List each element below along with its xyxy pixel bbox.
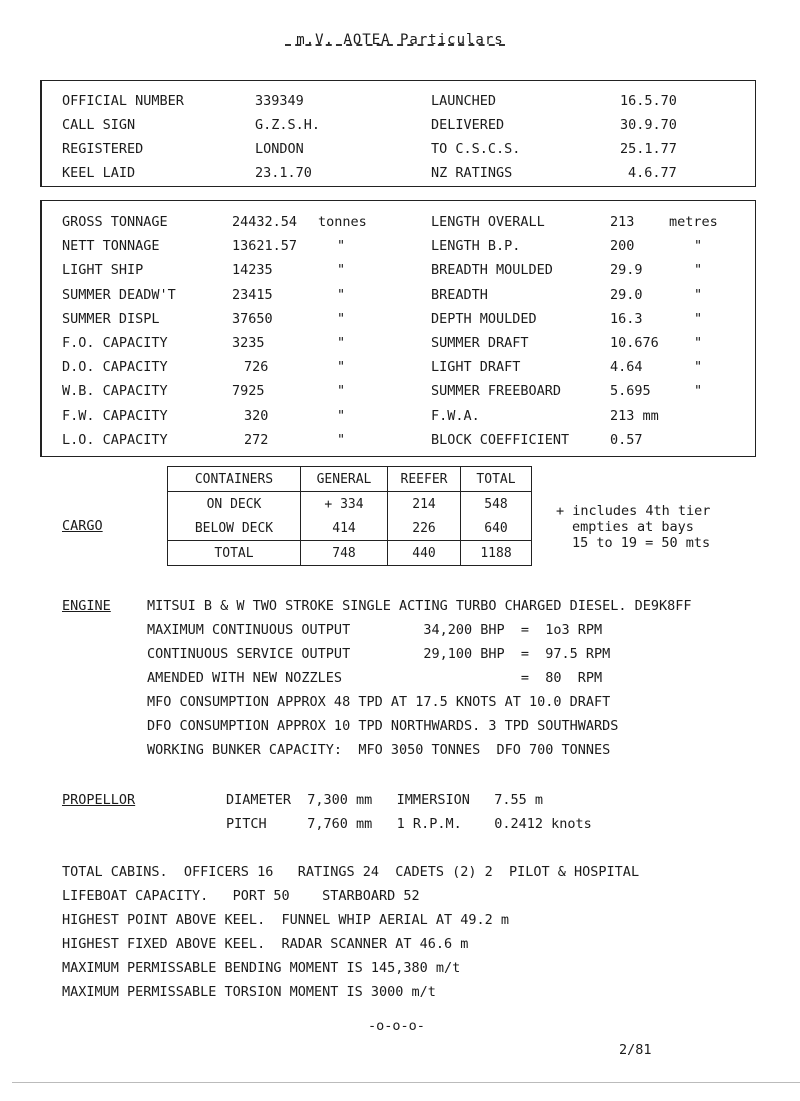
dimension-value: 13621.57	[232, 238, 298, 254]
table-cell: 748	[301, 541, 388, 566]
dimension-label: BLOCK COEFFICIENT	[431, 432, 570, 448]
dimension-value: 10.676	[610, 335, 659, 351]
propellor-line: PITCH 7,760 mm 1 R.P.M. 0.2412 knots	[226, 816, 592, 832]
registry-label: TO C.S.C.S.	[431, 141, 521, 157]
registry-value: 25.1.77	[620, 141, 677, 157]
propellor-line: DIAMETER 7,300 mm IMMERSION 7.55 m	[226, 792, 543, 808]
dimension-value: 272	[244, 432, 269, 448]
dimension-unit: "	[337, 335, 346, 351]
misc-line: TOTAL CABINS. OFFICERS 16 RATINGS 24 CADETS (2) 2 PILOT & HOSPITAL	[62, 864, 640, 880]
dimension-value: 14235	[232, 262, 273, 278]
registry-label: CALL SIGN	[62, 117, 136, 133]
dimension-value: 29.0	[610, 287, 643, 303]
dimension-label: GROSS TONNAGE	[62, 214, 168, 230]
dimension-value: 29.9	[610, 262, 643, 278]
dimension-value: 726	[244, 359, 269, 375]
dimension-label: LIGHT DRAFT	[431, 359, 521, 375]
registry-value: 16.5.70	[620, 93, 677, 109]
registry-label: KEEL LAID	[62, 165, 136, 181]
misc-line: LIFEBOAT CAPACITY. PORT 50 STARBOARD 52	[62, 888, 420, 904]
end-mark: -o-o-o-	[368, 1018, 425, 1034]
dimension-label: NETT TONNAGE	[62, 238, 160, 254]
registry-value: G.Z.S.H.	[255, 117, 321, 133]
dimension-unit: "	[337, 383, 346, 399]
dimension-unit: metres	[669, 214, 718, 230]
dimension-unit: "	[337, 311, 346, 327]
dimension-unit: "	[337, 432, 346, 448]
column-header: REEFER	[388, 467, 461, 492]
dimension-unit: "	[694, 311, 703, 327]
dimension-unit: "	[694, 335, 703, 351]
dimension-label: F.W.A.	[431, 408, 480, 424]
column-header: TOTAL	[461, 467, 532, 492]
table-cell: 414	[301, 516, 388, 541]
dimension-unit: "	[337, 238, 346, 254]
dimension-label: LENGTH B.P.	[431, 238, 521, 254]
dimension-unit: "	[694, 262, 703, 278]
engine-line: CONTINUOUS SERVICE OUTPUT 29,100 BHP = 97.5 RPM	[147, 646, 611, 662]
dimension-value: 24432.54	[232, 214, 298, 230]
dimension-value: 3235	[232, 335, 265, 351]
misc-line: HIGHEST POINT ABOVE KEEL. FUNNEL WHIP AERIAL AT 49.2 m	[62, 912, 510, 928]
dimension-label: SUMMER DEADW'T	[62, 287, 176, 303]
dimension-value: 16.3	[610, 311, 643, 327]
cargo-note-line: empties at bays	[572, 519, 694, 535]
dimension-label: DEPTH MOULDED	[431, 311, 537, 327]
dimension-label: W.B. CAPACITY	[62, 383, 168, 399]
dimension-value: 5.695	[610, 383, 651, 399]
table-cell: + 334	[301, 492, 388, 517]
table-cell: BELOW DECK	[168, 516, 301, 541]
dimension-value: 23415	[232, 287, 273, 303]
registry-value: LONDON	[255, 141, 304, 157]
dimension-value: 4.64	[610, 359, 643, 375]
page-number: 2/81	[619, 1042, 652, 1058]
dimension-value: 320	[244, 408, 269, 424]
registry-value: 23.1.70	[255, 165, 312, 181]
table-cell: 1188	[461, 541, 532, 566]
page-edge	[12, 1082, 800, 1083]
dimension-label: F.W. CAPACITY	[62, 408, 168, 424]
table-cell: TOTAL	[168, 541, 301, 566]
column-header: CONTAINERS	[168, 467, 301, 492]
dimension-value: 200	[610, 238, 635, 254]
registry-value: 30.9.70	[620, 117, 677, 133]
dimension-unit: "	[694, 383, 703, 399]
table-row	[168, 492, 532, 517]
cargo-table	[167, 466, 532, 566]
table-cell: 640	[461, 516, 532, 541]
misc-line: MAXIMUM PERMISSABLE TORSION MOMENT IS 3000 m/t	[62, 984, 436, 1000]
dimension-unit: "	[694, 238, 703, 254]
registry-label: OFFICIAL NUMBER	[62, 93, 184, 109]
dimension-unit: "	[337, 359, 346, 375]
dimension-label: LIGHT SHIP	[62, 262, 144, 278]
dimension-label: BREADTH	[431, 287, 488, 303]
engine-line: AMENDED WITH NEW NOZZLES = 80 RPM	[147, 670, 603, 686]
title-underline	[285, 44, 505, 46]
table-cell: 214	[388, 492, 461, 517]
dimension-unit: "	[337, 262, 346, 278]
dimension-label: SUMMER DISPL	[62, 311, 160, 327]
page-title: m.V. AOTEA Particulars	[296, 32, 504, 48]
dimension-label: L.O. CAPACITY	[62, 432, 168, 448]
engine-line: DFO CONSUMPTION APPROX 10 TPD NORTHWARDS. 3 TPD SOUTHWARDS	[147, 718, 619, 734]
dimension-value: 213 mm	[610, 408, 659, 424]
dimension-label: D.O. CAPACITY	[62, 359, 168, 375]
cargo-note-line: + includes 4th tier	[556, 503, 711, 519]
registry-value: 4.6.77	[628, 165, 677, 181]
column-header: GENERAL	[301, 467, 388, 492]
table-cell: 548	[461, 492, 532, 517]
registry-value: 339349	[255, 93, 304, 109]
dimension-value: 0.57	[610, 432, 643, 448]
registry-label: LAUNCHED	[431, 93, 497, 109]
engine-line: MAXIMUM CONTINUOUS OUTPUT 34,200 BHP = 1o3 RPM	[147, 622, 603, 638]
dimension-unit: "	[337, 287, 346, 303]
dimension-value: 37650	[232, 311, 273, 327]
dimension-label: SUMMER DRAFT	[431, 335, 529, 351]
dimension-unit: tonnes	[318, 214, 367, 230]
dimension-value: 213	[610, 214, 635, 230]
table-cell: ON DECK	[168, 492, 301, 517]
dimension-label: SUMMER FREEBOARD	[431, 383, 562, 399]
dimension-unit: "	[694, 359, 703, 375]
propellor-label: PROPELLOR	[62, 792, 136, 808]
dimension-unit: "	[337, 408, 346, 424]
registry-label: REGISTERED	[62, 141, 144, 157]
registry-label: DELIVERED	[431, 117, 505, 133]
misc-line: HIGHEST FIXED ABOVE KEEL. RADAR SCANNER AT 46.6 m	[62, 936, 469, 952]
engine-line: MFO CONSUMPTION APPROX 48 TPD AT 17.5 KNOTS AT 10.0 DRAFT	[147, 694, 611, 710]
table-cell: 226	[388, 516, 461, 541]
misc-line: MAXIMUM PERMISSABLE BENDING MOMENT IS 145,380 m/t	[62, 960, 461, 976]
table-cell: 440	[388, 541, 461, 566]
dimension-label: BREADTH MOULDED	[431, 262, 553, 278]
engine-line: WORKING BUNKER CAPACITY: MFO 3050 TONNES DFO 700 TONNES	[147, 742, 611, 758]
table-row	[168, 516, 532, 541]
engine-label: ENGINE	[62, 598, 111, 614]
cargo-label: CARGO	[62, 518, 103, 534]
table-header-row	[168, 467, 532, 492]
dimension-label: LENGTH OVERALL	[431, 214, 545, 230]
dimension-value: 7925	[232, 383, 265, 399]
dimension-unit: "	[694, 287, 703, 303]
dimension-label: F.O. CAPACITY	[62, 335, 168, 351]
registry-label: NZ RATINGS	[431, 165, 513, 181]
engine-line: MITSUI B & W TWO STROKE SINGLE ACTING TURBO CHARGED DIESEL. DE9K8FF	[147, 598, 692, 614]
table-row	[168, 541, 532, 566]
cargo-note-line: 15 to 19 = 50 mts	[572, 535, 711, 551]
